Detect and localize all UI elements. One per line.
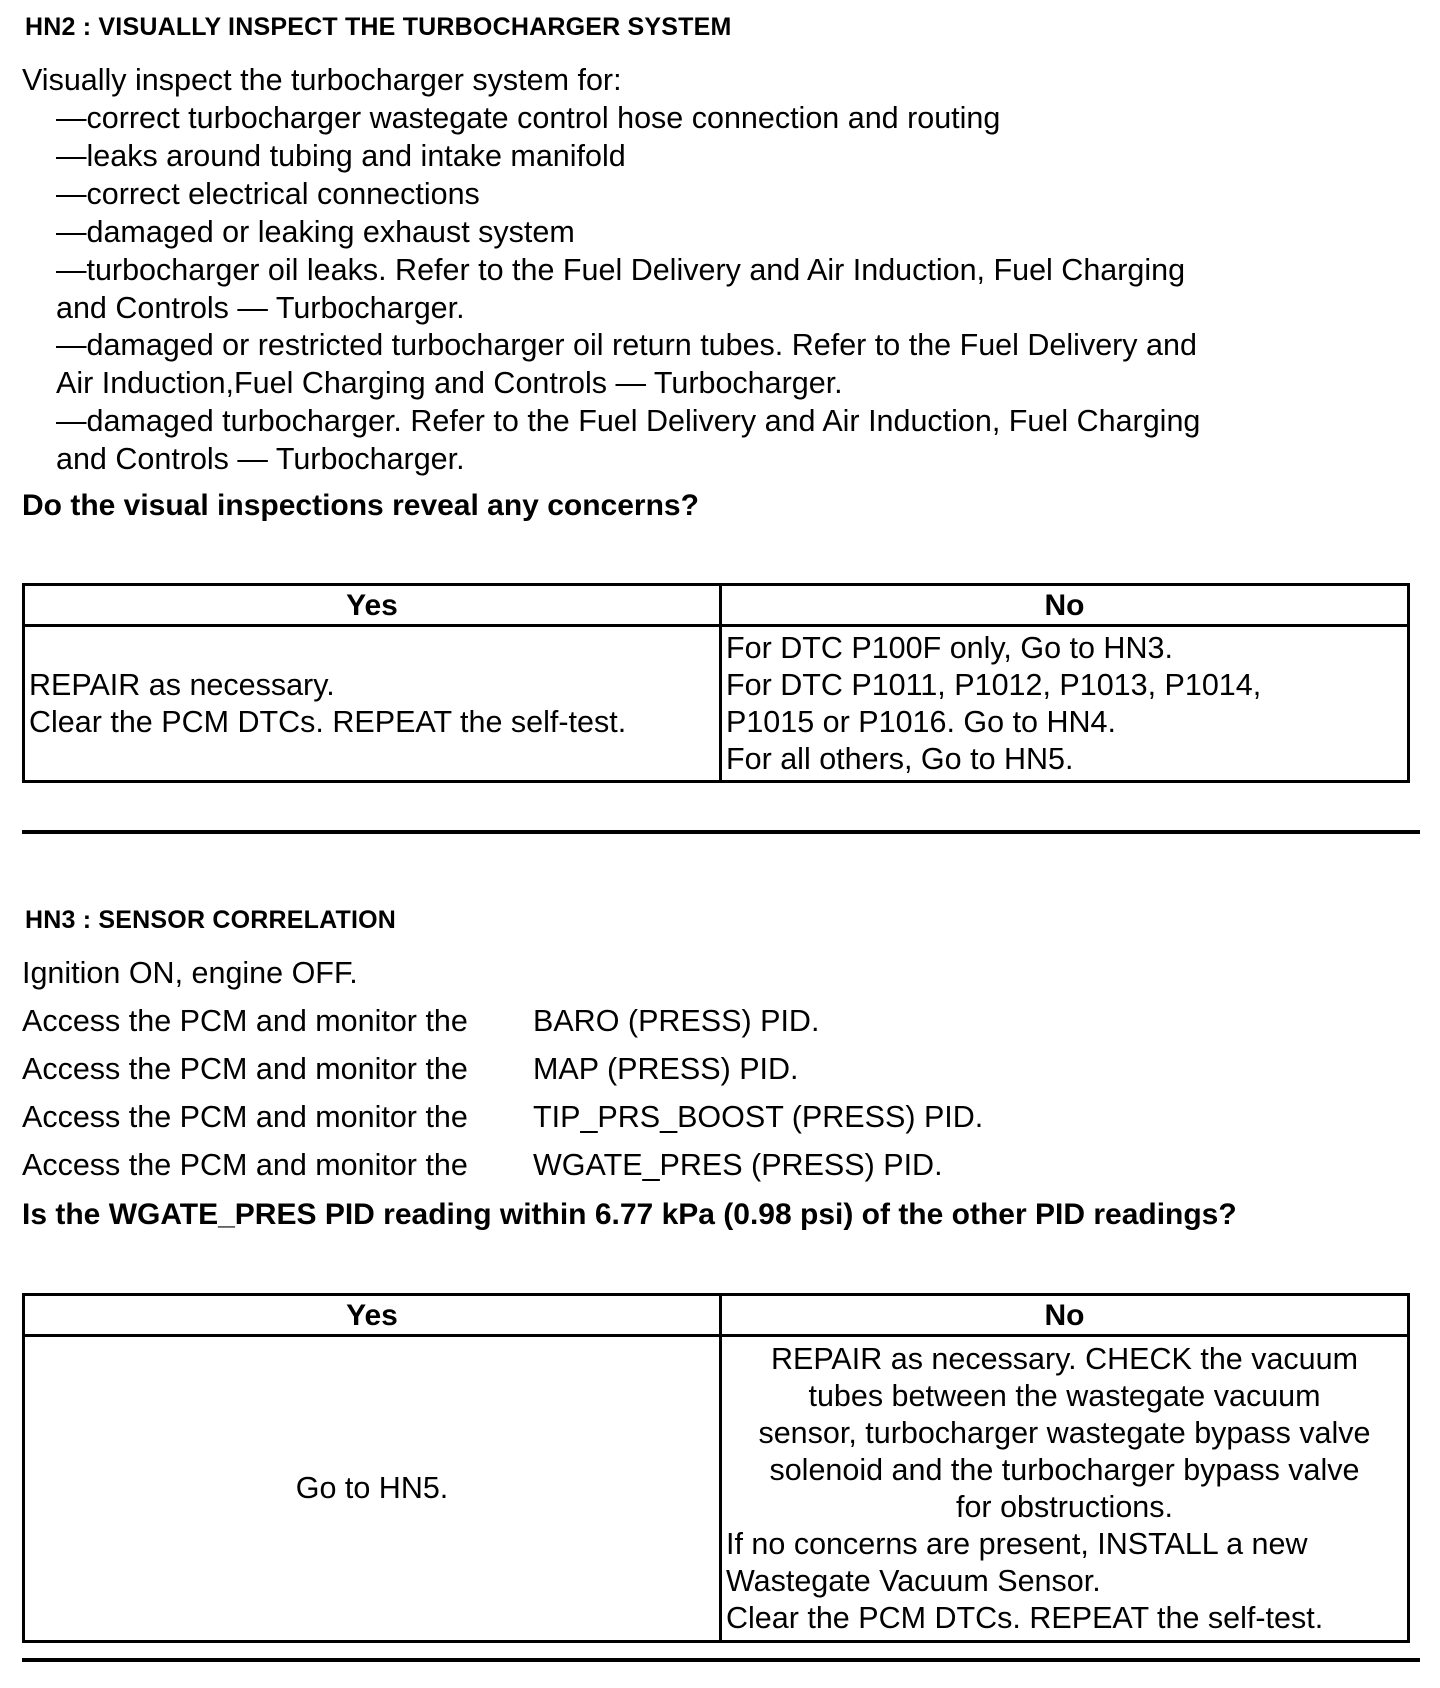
hn3-no-line-6: If no concerns are present, INSTALL a new [726, 1526, 1308, 1561]
hn3-step-4-text: Access the PCM and monitor the [22, 1100, 468, 1134]
hn3-step-5 [22, 1146, 943, 1184]
hn3-step-2 [22, 1002, 820, 1040]
section-divider [22, 830, 1420, 834]
hn3-no-line-4: solenoid and the turbocharger bypass valve [769, 1452, 1360, 1487]
hn2-no-line-3: P1015 or P1016. Go to HN4. [726, 704, 1116, 739]
hn2-intro: Visually inspect the turbocharger system for: [22, 63, 622, 97]
hn2-bullet-2: —leaks around tubing and intake manifold [56, 139, 626, 173]
hn2-bullet-6: —damaged or restricted turbocharger oil return tubes. Refer to the Fuel Delivery and [56, 328, 1197, 362]
hn3-step-2-text: Access the PCM and monitor the [22, 1004, 468, 1038]
hn3-no-header: No [721, 1295, 1409, 1336]
hn3-answer-table [22, 1293, 1410, 1643]
hn3-step-1 [22, 954, 358, 992]
section-divider-bottom [22, 1658, 1420, 1662]
hn2-no-line-2: For DTC P1011, P1012, P1013, P1014, [726, 667, 1262, 702]
hn2-no-header: No [721, 585, 1409, 626]
hn3-step-3-text: Access the PCM and monitor the [22, 1052, 468, 1086]
hn3-no-cell [721, 1336, 1409, 1642]
hn3-yes-text: Go to HN5. [295, 1471, 449, 1505]
hn2-bullet-5: —turbocharger oil leaks. Refer to the Fuel Delivery and Air Induction, Fuel Charging [56, 253, 1186, 287]
hn2-bullet-7: —damaged turbocharger. Refer to the Fuel Delivery and Air Induction, Fuel Charging [56, 404, 1201, 438]
hn3-yes-header: Yes [24, 1295, 721, 1336]
hn2-yes-line-2: Clear the PCM DTCs. REPEAT the self-test. [29, 704, 627, 739]
hn3-step-4-pid: TIP_PRS_BOOST (PRESS) PID. [533, 1100, 984, 1134]
hn3-no-line-8: Clear the PCM DTCs. REPEAT the self-test. [726, 1600, 1324, 1635]
hn3-step-2-pid: BARO (PRESS) PID. [533, 1004, 820, 1038]
hn3-no-line-5: for obstructions. [956, 1489, 1173, 1524]
hn3-step-5-pid: WGATE_PRES (PRESS) PID. [533, 1148, 943, 1182]
hn3-no-install-block [726, 1526, 1403, 1637]
hn2-no-line-1: For DTC P100F only, Go to HN3. [726, 630, 1173, 665]
hn2-no-cell [721, 626, 1409, 782]
hn2-yes-header: Yes [24, 585, 721, 626]
hn2-bullet-4: —damaged or leaking exhaust system [56, 215, 575, 249]
hn3-step-3 [22, 1050, 799, 1088]
hn2-bullet-1: —correct turbocharger wastegate control hose connection and routing [56, 101, 1001, 135]
hn3-title: HN3 : SENSOR CORRELATION [25, 906, 397, 934]
hn3-step-1-text: Ignition ON, engine OFF. [22, 956, 358, 990]
hn3-step-4 [22, 1098, 984, 1136]
hn3-no-line-2: tubes between the wastegate vacuum [808, 1378, 1321, 1413]
hn2-yes-line-1: REPAIR as necessary. [29, 667, 335, 702]
hn2-yes-cell [24, 626, 721, 782]
hn3-no-line-3: sensor, turbocharger wastegate bypass valve [758, 1415, 1371, 1450]
hn2-title: HN2 : VISUALLY INSPECT THE TURBOCHARGER SYSTEM [25, 13, 732, 41]
hn2-bullet-5-cont: and Controls — Turbocharger. [56, 291, 465, 325]
hn3-no-repair-block [726, 1341, 1403, 1526]
hn3-question: Is the WGATE_PRES PID reading within 6.77 kPa (0.98 psi) of the other PID readings? [22, 1198, 1237, 1231]
hn2-bullet-7-cont: and Controls — Turbocharger. [56, 442, 465, 476]
hn2-bullet-3: —correct electrical connections [56, 177, 480, 211]
hn3-step-3-pid: MAP (PRESS) PID. [533, 1052, 799, 1086]
hn2-answer-table [22, 583, 1410, 783]
hn2-bullet-6-cont: Air Induction,Fuel Charging and Controls — Turbocharger. [56, 366, 843, 400]
hn2-no-line-4: For all others, Go to HN5. [726, 741, 1074, 776]
hn2-question: Do the visual inspections reveal any concerns? [22, 489, 699, 522]
hn3-no-line-7: Wastegate Vacuum Sensor. [726, 1563, 1101, 1598]
hn3-yes-cell [24, 1336, 721, 1642]
hn3-no-line-1: REPAIR as necessary. CHECK the vacuum [770, 1341, 1359, 1376]
hn3-step-5-text: Access the PCM and monitor the [22, 1148, 468, 1182]
